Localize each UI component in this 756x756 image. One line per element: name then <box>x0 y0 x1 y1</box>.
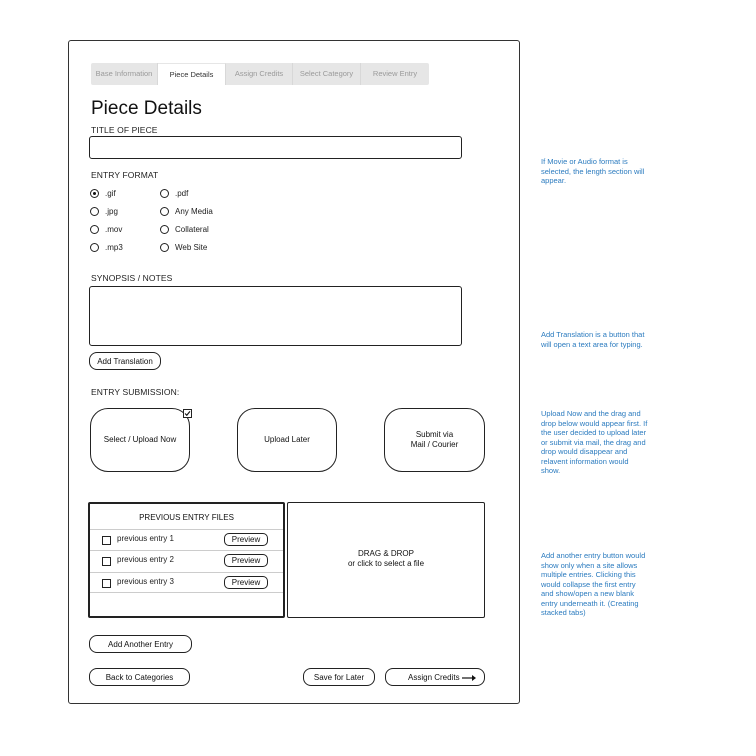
submit-via-mail-button[interactable] <box>384 408 485 472</box>
radio-dot <box>90 207 99 216</box>
select-upload-now-button[interactable]: Select / Upload Now <box>90 408 190 472</box>
radio-dot <box>160 243 169 252</box>
entry-checkbox[interactable] <box>102 536 111 545</box>
previous-entry-row <box>90 572 283 593</box>
annotation-length-section: If Movie or Audio format is selected, the length section will appear. <box>541 157 645 185</box>
drag-drop-title: DRAG & DROP <box>357 549 414 558</box>
radio-collateral[interactable] <box>160 225 209 234</box>
radio-dot <box>160 189 169 198</box>
previous-entry-row <box>90 550 283 571</box>
entry-format-label: ENTRY FORMAT <box>91 170 159 180</box>
entry-name: previous entry 1 <box>117 534 174 543</box>
annotation-upload-now: Upload Now and the drag and drop below would appear first. If the user decided to upload later or submit via mail, the drag and drop would disappear and relavent information would show. <box>541 409 648 475</box>
save-for-later-button[interactable]: Save for Later <box>303 668 375 686</box>
radio-dot <box>90 243 99 252</box>
radio-label: .mov <box>105 225 123 234</box>
entry-checkbox[interactable] <box>102 579 111 588</box>
title-of-piece-label: TITLE OF PIECE <box>91 125 158 135</box>
back-to-categories-button[interactable]: Back to Categories <box>89 668 190 686</box>
synopsis-textarea[interactable] <box>89 286 462 346</box>
preview-button[interactable]: Preview <box>224 533 268 546</box>
radio-label: .gif <box>105 189 116 198</box>
drag-drop-zone[interactable] <box>287 502 485 618</box>
assign-credits-label: Assign Credits <box>408 672 460 682</box>
radio-pdf[interactable] <box>160 189 188 198</box>
radio-any-media[interactable] <box>160 207 213 216</box>
radio-jpg[interactable] <box>90 207 118 216</box>
previous-entry-files-panel <box>88 502 285 618</box>
tab-select-category[interactable]: Select Category <box>293 63 361 85</box>
tab-piece-details[interactable]: Piece Details <box>158 63 226 85</box>
radio-label: .jpg <box>105 207 118 216</box>
drag-drop-subtitle: or click to select a file <box>347 559 425 568</box>
entry-name: previous entry 3 <box>117 577 174 586</box>
entry-submission-label: ENTRY SUBMISSION: <box>91 387 180 397</box>
select-upload-checkbox[interactable] <box>183 409 192 418</box>
tab-review-entry[interactable]: Review Entry <box>372 69 418 78</box>
previous-entry-files-title: PREVIOUS ENTRY FILES <box>139 513 234 522</box>
radio-label: Web Site <box>175 243 208 252</box>
title-of-piece-input[interactable] <box>89 136 462 159</box>
radio-web-site[interactable] <box>160 243 207 252</box>
mail-courier-line: Mail / Courier <box>410 440 459 449</box>
previous-entry-row <box>90 529 283 550</box>
synopsis-label: SYNOPSIS / NOTES <box>91 273 173 283</box>
radio-label: Any Media <box>175 207 213 216</box>
assign-credits-button[interactable] <box>385 668 485 686</box>
radio-dot <box>160 207 169 216</box>
tab-base-information[interactable]: Base Information <box>91 63 158 85</box>
annotation-add-another-entry: Add another entry button would show only when a site allows multiple entries. Clicking this would collapse the first entry and show/open a new blank entry underneath it. (Creating stacked tabs) <box>541 551 646 617</box>
radio-gif[interactable] <box>90 189 116 198</box>
radio-dot <box>160 225 169 234</box>
arrow-right-icon <box>462 674 478 682</box>
preview-button[interactable]: Preview <box>224 554 268 567</box>
submit-via-line: Submit via <box>415 430 454 439</box>
radio-mov[interactable] <box>90 225 122 234</box>
add-translation-button[interactable]: Add Translation <box>89 352 161 370</box>
tab-assign-credits[interactable]: Assign Credits <box>226 63 293 85</box>
wizard-tabs <box>91 63 429 85</box>
preview-button[interactable]: Preview <box>224 576 268 589</box>
radio-label: .pdf <box>175 189 189 198</box>
annotation-add-translation: Add Translation is a button that will open a text area for typing. <box>541 330 645 349</box>
checkmark-icon <box>184 410 191 417</box>
radio-mp3[interactable] <box>90 243 123 252</box>
add-another-entry-button[interactable]: Add Another Entry <box>89 635 192 653</box>
radio-dot <box>90 189 99 198</box>
radio-label: Collateral <box>175 225 209 234</box>
entry-checkbox[interactable] <box>102 557 111 566</box>
radio-dot <box>90 225 99 234</box>
upload-later-button[interactable]: Upload Later <box>237 408 337 472</box>
entry-name: previous entry 2 <box>117 555 174 564</box>
page-title: Piece Details <box>91 98 202 119</box>
radio-label: .mp3 <box>105 243 123 252</box>
